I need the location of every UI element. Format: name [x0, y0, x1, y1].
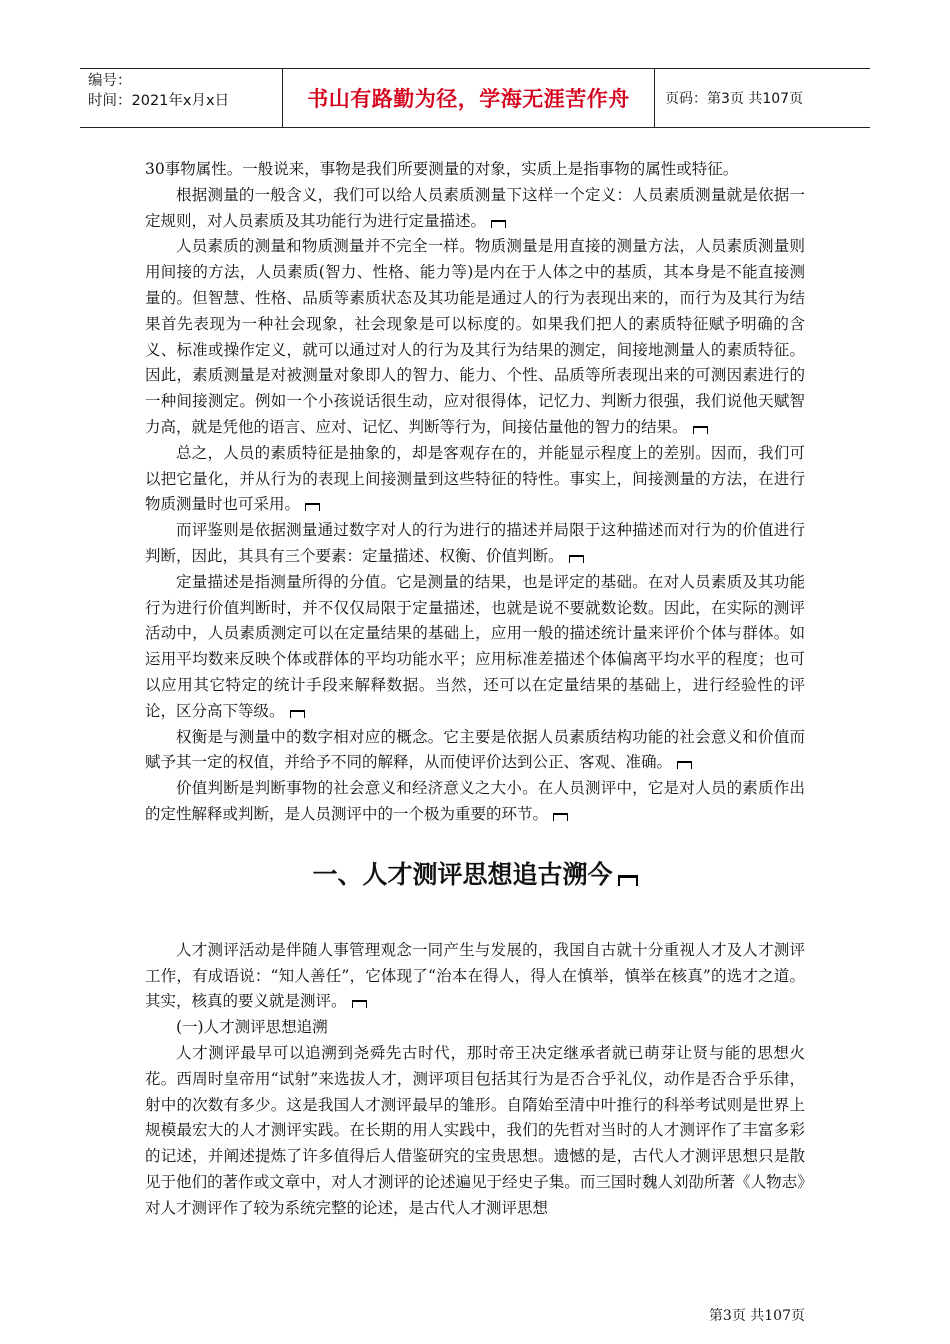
- header-page-number: 页码：第3页 共107页: [665, 91, 804, 107]
- time-label: 时间：2021年x月x日: [88, 93, 230, 109]
- paragraph-mark-icon: [618, 875, 638, 886]
- paragraph-mark-icon: [491, 220, 506, 228]
- section-heading: 一、人才测评思想追古溯今: [145, 858, 805, 892]
- paragraph-mark-icon: [693, 426, 708, 434]
- paragraph-mark-icon: [553, 813, 568, 821]
- paragraph: 人员素质的测量和物质测量并不完全一样。物质测量是用直接的测量方法，人员素质测量则用间接的方法，人员素质(智力、性格、能力等)是内在于人体之中的基质，其本身是不能直接测量的。但智慧、性格、品质等素质状态及其功能是通过人的行为表现出来的，而行为及其行为结果首先表现为一种社会现象，社会现象是可以标度的。如果我们把人的素质特征赋予明确的含义、标准或操作定义，就可以通过对人的行为及其行为结果的测定，间接地测量人的素质特征。因此，素质测量是对被测量对象即人的智力、能力、个性、品质等所表现出来的可测因素进行的一种间接测定。例如一个小孩说话很生动，应对很得体，记忆力、判断力很强，我们说他天赋智力高，就是凭他的语言、应对、记忆、判断等行为，间接估量他的智力的结果。: [145, 237, 805, 436]
- code-label: 编号：: [88, 73, 132, 89]
- paragraph-mark-icon: [569, 555, 584, 563]
- paragraph-mark-icon: [305, 503, 320, 511]
- paragraph: 价值判断是判断事物的社会意义和经济意义之大小。在人员测评中，它是对人员的素质作出的定性解释或判断，是人员测评中的一个极为重要的环节。: [145, 779, 805, 823]
- page-footer: 第3页 共107页: [708, 1308, 805, 1324]
- header-meta: [80, 69, 282, 127]
- subsection-heading: (一)人才测评思想追溯: [176, 1018, 328, 1037]
- paragraph: 人才测评最早可以追溯到尧舜先古时代，那时帝王决定继承者就已萌芽让贤与能的思想火花。西周时皇帝用“试射”来选拔人才，测评项目包括其行为是否合乎礼仪，动作是否合乎乐律，射中的次数有多少。这是我国人才测评最早的雏形。自隋始至清中叶推行的科举考试则是世界上规模最宏大的人才测评实践。在长期的用人实践中，我们的先哲对当时的人才测评作了丰富多彩的记述，并阐述提炼了许多值得后人借鉴研究的宝贵思想。遗憾的是，古代人才测评思想只是散见于他们的著作或文章中，对人才测评的论述遍见于经史子集。而三国时魏人刘劭所著《人物志》对人才测评作了较为系统完整的论述，是古代人才测评思想: [145, 1043, 805, 1217]
- document-body: [145, 157, 805, 1221]
- paragraph: 30事物属性。一般说来，事物是我们所要测量的对象，实质上是指事物的属性或特征。: [145, 160, 739, 178]
- paragraph-mark-icon: [677, 761, 692, 769]
- paragraph: 总之，人员的素质特征是抽象的，却是客观存在的，并能显示程度上的差别。因而，我们可以把它量化，并从行为的表现上间接测量到这些特征的特性。事实上，间接测量的方法，在进行物质测量时也可采用。: [145, 443, 805, 514]
- header-motto: 书山有路勤为径，学海无涯苦作舟: [282, 69, 655, 127]
- page-header: [80, 68, 870, 128]
- paragraph: 定量描述是指测量所得的分值。它是测量的结果，也是评定的基础。在对人员素质及其功能行为进行价值判断时，并不仅仅局限于定量描述，也就是说不要就数论数。因此，在实际的测评活动中，人员素质测定可以在定量结果的基础上，应用一般的描述统计量来评价个体与群体。如运用平均数来反映个体或群体的平均功能水平；应用标准差描述个体偏离平均水平的程度；也可以应用其它特定的统计手段来解释数据。当然，还可以在定量结果的基础上，进行经验性的评论，区分高下等级。: [145, 572, 805, 720]
- paragraph-mark-icon: [290, 710, 305, 718]
- paragraph: 人才测评活动是伴随人事管理观念一同产生与发展的，我国自古就十分重视人才及人才测评工作，有成语说：“知人善任”，它体现了“治本在得人，得人在慎举，慎举在核真”的选才之道。其实，核真的要义就是测评。: [145, 940, 805, 1011]
- paragraph: 而评鉴则是依据测量通过数字对人的行为进行的描述并局限于这种描述而对行为的价值进行判断，因此，其具有三个要素：定量描述、权衡、价值判断。: [145, 521, 805, 565]
- paragraph: 根据测量的一般含义，我们可以给人员素质测量下这样一个定义：人员素质测量就是依据一定规则，对人员素质及其功能行为进行定量描述。: [145, 185, 805, 230]
- paragraph-mark-icon: [352, 1000, 367, 1008]
- paragraph: 权衡是与测量中的数字相对应的概念。它主要是依据人员素质结构功能的社会意义和价值而赋予其一定的权值，并给予不同的解释，从而使评价达到公正、客观、准确。: [145, 727, 805, 772]
